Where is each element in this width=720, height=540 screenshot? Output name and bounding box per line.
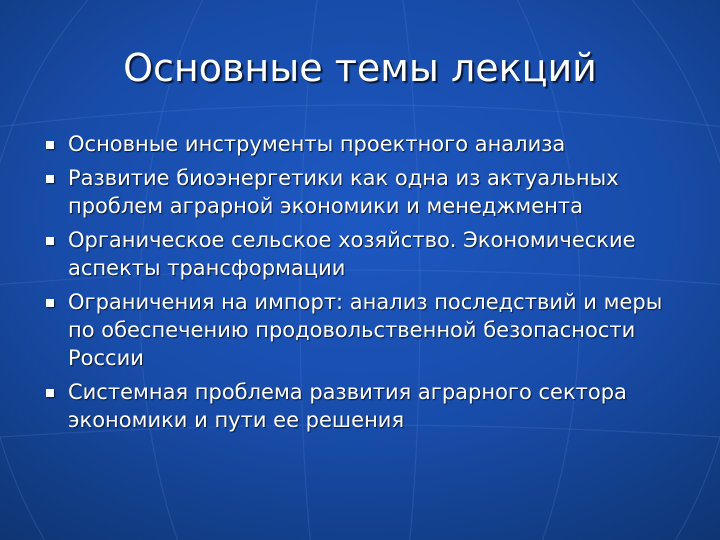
square-bullet-icon bbox=[46, 141, 54, 149]
bullet-list bbox=[44, 130, 684, 440]
square-bullet-icon bbox=[46, 389, 54, 397]
bullet-text: Развитие биоэнергетики как одна из актуальных проблем аграрной экономики и менеджмента bbox=[68, 166, 619, 218]
bullet-text: Системная проблема развития аграрного сектора экономики и пути ее решения bbox=[68, 380, 627, 432]
slide-title: Основные темы лекций bbox=[123, 46, 597, 90]
bullet-item bbox=[44, 164, 684, 220]
bullet-text: Основные инструменты проектного анализа bbox=[68, 132, 566, 156]
bullet-item bbox=[44, 226, 684, 282]
bullet-item bbox=[44, 130, 684, 158]
square-bullet-icon bbox=[46, 237, 54, 245]
bullet-item bbox=[44, 288, 684, 372]
bullet-text: Органическое сельское хозяйство. Экономические аспекты трансформации bbox=[68, 228, 636, 280]
square-bullet-icon bbox=[46, 175, 54, 183]
square-bullet-icon bbox=[46, 299, 54, 307]
bullet-text: Ограничения на импорт: анализ последствий и меры по обеспечению продовольственной безопасности России bbox=[68, 290, 663, 370]
bullet-item bbox=[44, 378, 684, 434]
